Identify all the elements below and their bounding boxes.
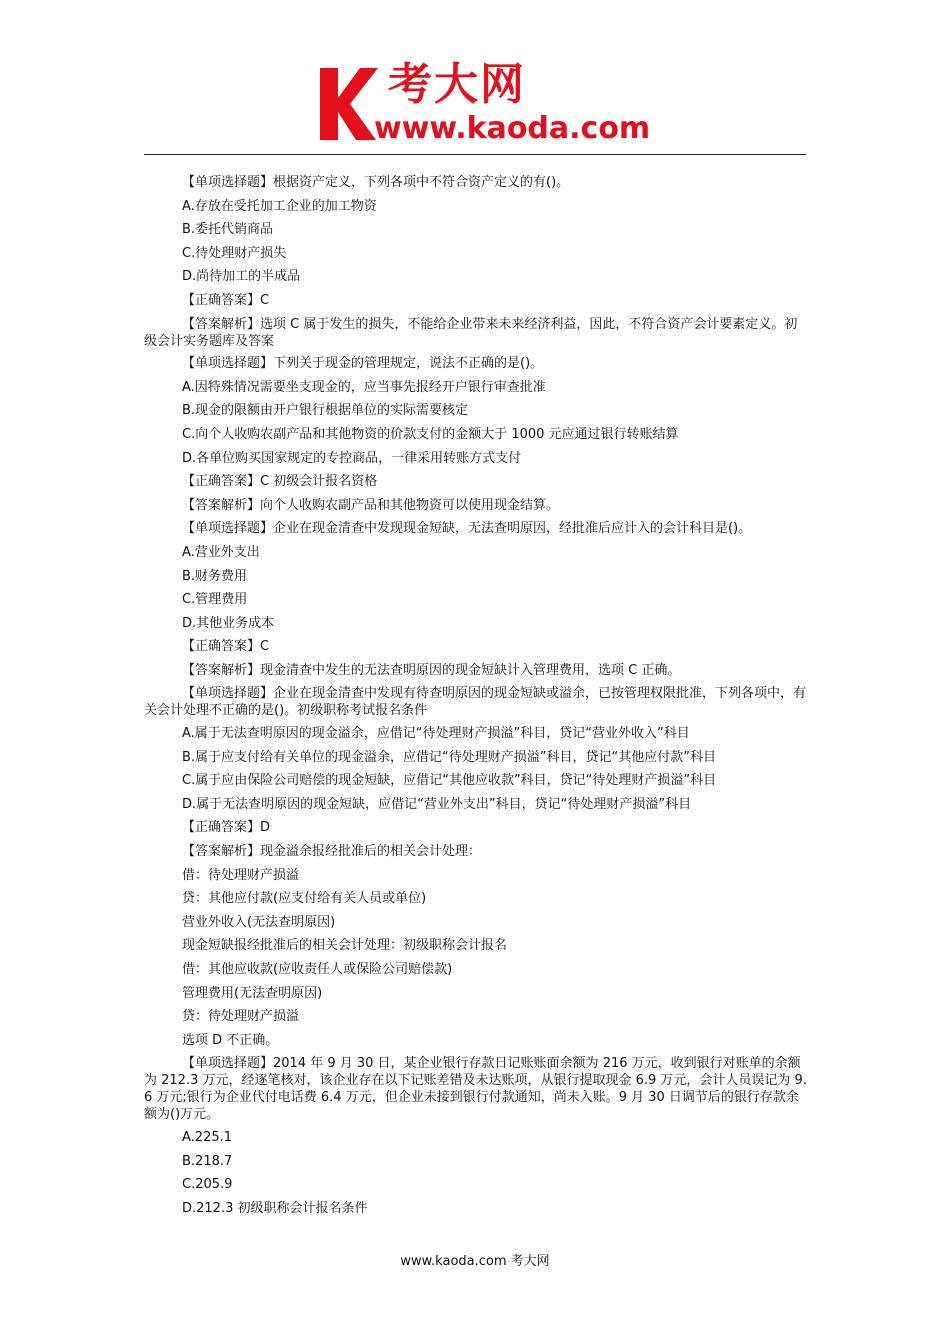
text-line: 【答案解析】现金溢余报经批准后的相关会计处理： (182, 844, 482, 860)
header-divider (144, 154, 806, 155)
text-line: 现金短缺报经批准后的相关会计处理：初级职称会计报名 (182, 938, 508, 954)
text-line: 【单项选择题】下列关于现金的管理规定，说法不正确的是()。 (182, 356, 544, 372)
text-line: B.委托代销商品 (182, 222, 274, 238)
text-line: A.营业外支出 (182, 544, 260, 560)
text-line: D.其他业务成本 (182, 615, 275, 631)
text-line: 贷：待处理财产损溢 (182, 1009, 300, 1025)
text-line: B.财务费用 (182, 568, 248, 584)
text-line: D.属于无法查明原因的现金短缺，应借记“营业外支出”科目，贷记“待处理财产损溢”科目 (182, 796, 692, 812)
text-line: 【答案解析】向个人收购农副产品和其他物资可以使用现金结算。 (182, 497, 560, 513)
page-footer: www.kaoda.com 考大网 (400, 1254, 550, 1269)
text-line: D.各单位购买国家规定的专控商品，一律采用转账方式支付 (182, 450, 522, 466)
text-line: 【正确答案】C (182, 639, 270, 655)
text-line: A.225.1 (182, 1129, 233, 1145)
text-line: D.尚待加工的半成品 (182, 269, 301, 285)
text-line: A.属于无法查明原因的现金溢余，应借记“待处理财产损溢”科目，贷记“营业外收入”科目 (182, 726, 690, 742)
text-line: A.存放在受托加工企业的加工物资 (182, 198, 377, 214)
text-line: 借：待处理财产损溢 (182, 867, 300, 883)
text-line: C.向个人收购农副产品和其他物资的价款支付的金额大于 1000 元应通过银行转账结算 (182, 426, 679, 442)
text-line: C.管理费用 (182, 592, 248, 608)
text-line: A.因特殊情况需要坐支现金的，应当事先报经开户银行审查批准 (182, 379, 546, 395)
logo-text-url: www.kaoda.com (374, 111, 651, 146)
text-paragraph: 【单项选择题】企业在现金清查中发现有待查明原因的现金短缺或溢余，已按管理权限批准，下列各项中，有关会计处理不正确的是()。初级职称考试报名条件 (144, 686, 807, 719)
text-line: C.待处理财产损失 (182, 245, 287, 261)
text-line: 【单项选择题】企业在现金清查中发现现金短缺，无法查明原因，经批准后应计入的会计科目是()。 (182, 521, 752, 537)
document-body (144, 174, 808, 1223)
text-line: B.属于应支付给有关单位的现金溢余，应借记“待处理财产损溢”科目，贷记“其他应付款”科目 (182, 749, 716, 765)
text-line: D.212.3 初级职称会计报名条件 (182, 1200, 368, 1216)
k-logo-icon (318, 62, 380, 142)
text-line: C.205.9 (182, 1177, 233, 1193)
text-line: 贷：其他应付款(应支付给有关人员或单位) (182, 891, 427, 907)
text-line: 【正确答案】C (182, 292, 270, 308)
page-header (0, 0, 950, 160)
text-line: 【单项选择题】根据资产定义，下列各项中不符合资产定义的有()。 (182, 175, 570, 190)
text-line: 【正确答案】D (182, 820, 271, 836)
logo-text-cn: 考大网 (388, 59, 526, 110)
text-line: C.属于应由保险公司赔偿的现金短缺，应借记“其他应收款”科目，贷记“待处理财产损溢”科目 (182, 773, 717, 789)
text-line: 选项 D 不正确。 (182, 1032, 279, 1048)
text-line: 借：其他应收款(应收责任人或保险公司赔偿款) (182, 962, 453, 977)
text-paragraph: 【答案解析】选项 C 属于发生的损失，不能给企业带来未来经济利益，因此，不符合资产会计要素定义。初级会计实务题库及答案 (144, 316, 798, 349)
text-line: 【答案解析】现金清查中发生的无法查明原因的现金短缺计入管理费用，选项 C 正确。 (182, 662, 681, 678)
text-paragraph: 【单项选择题】2014 年 9 月 30 日，某企业银行存款日记账账面余额为 216 万元，收到银行对账单的余额为 212.3 万元，经逐笔核对，该企业存在以下记账差错及未达账项，从银行提取现金 6.9 万元，会计人员误记为 9.6 万元;银行为企业代付电话费 6.4 万元，但企业未接到银行付款通知，尚未入账。9 月 30 日调节后的银行存款余额为()万元。 (144, 1056, 807, 1123)
text-line: B.现金的限额由开户银行根据单位的实际需要核定 (182, 403, 469, 419)
text-line: B.218.7 (182, 1153, 233, 1169)
text-line: 【正确答案】C 初级会计报名资格 (182, 474, 378, 490)
text-line: 管理费用(无法查明原因) (182, 985, 323, 1001)
text-line: 营业外收入(无法查明原因) (182, 914, 336, 930)
kaoda-logo[interactable] (318, 59, 651, 152)
